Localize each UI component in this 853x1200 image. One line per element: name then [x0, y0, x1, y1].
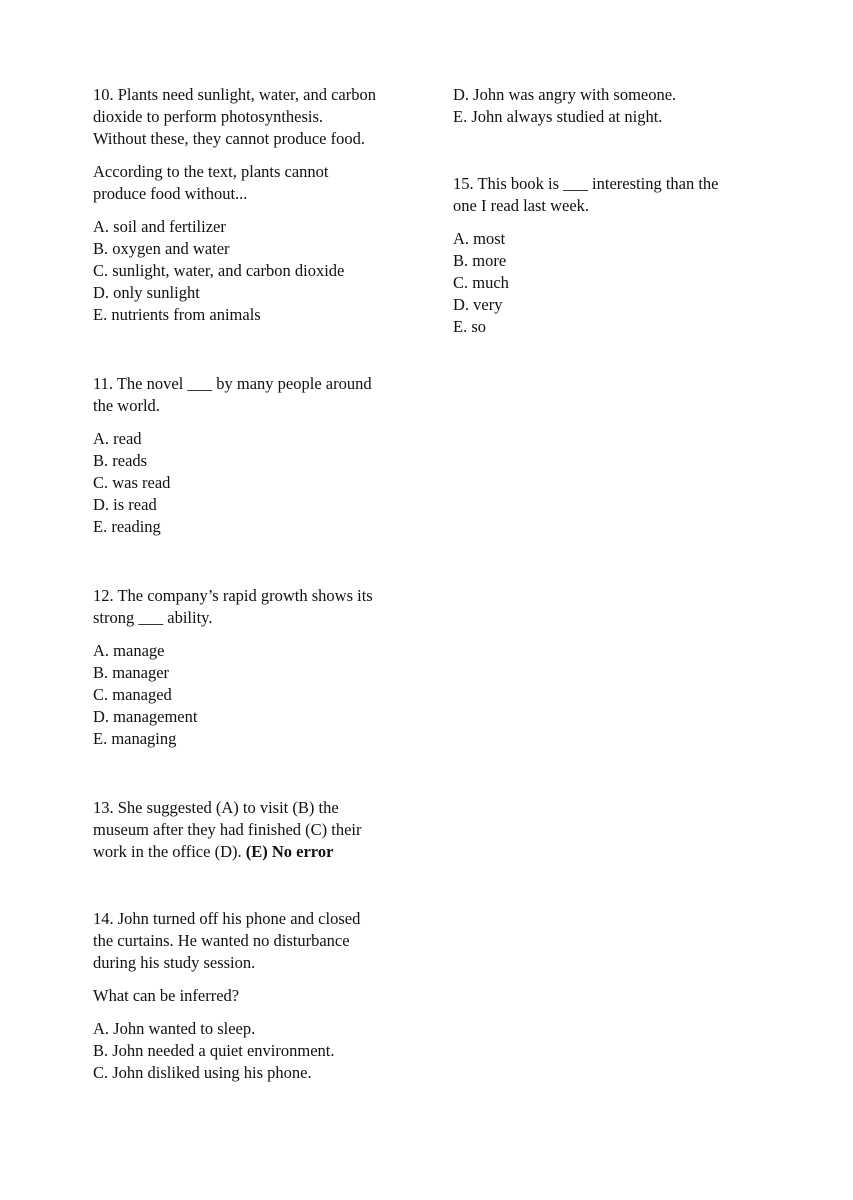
option-a: A. read — [93, 429, 142, 448]
option-d: D. John was angry with someone. — [453, 85, 677, 104]
question-10-line: 10. Plants need sunlight, water, and carbon — [93, 85, 376, 104]
option-d: D. management — [93, 707, 198, 726]
question-11 — [93, 373, 433, 538]
question-15-line: 15. This book is ___ interesting than the — [453, 174, 719, 193]
question-14-continued — [453, 84, 783, 128]
question-10-line: dioxide to perform photosynthesis. — [93, 107, 324, 126]
question-14-line: the curtains. He wanted no disturbance — [93, 931, 350, 950]
question-11-line: the world. — [93, 396, 160, 415]
question-13 — [93, 797, 433, 863]
question-10 — [93, 84, 433, 326]
option-c: C. much — [453, 273, 509, 292]
option-c: C. sunlight, water, and carbon dioxide — [93, 261, 345, 280]
option-c: C. managed — [93, 685, 172, 704]
question-13-no-error: (E) No error — [245, 842, 334, 861]
option-d: D. very — [453, 295, 503, 314]
question-14-line: during his study session. — [93, 953, 256, 972]
option-b: B. manager — [93, 663, 170, 682]
question-13-line — [93, 841, 433, 863]
question-14 — [93, 908, 433, 1084]
option-d: D. only sunlight — [93, 283, 200, 302]
option-b: B. oxygen and water — [93, 239, 230, 258]
option-a: A. soil and fertilizer — [93, 217, 226, 236]
question-15 — [453, 173, 783, 338]
question-13-line-text: work in the office (D). — [93, 842, 242, 861]
question-10-line: Without these, they cannot produce food. — [93, 129, 365, 148]
question-14-line: 14. John turned off his phone and closed — [93, 909, 361, 928]
question-12 — [93, 585, 433, 750]
option-e: E. managing — [93, 729, 177, 748]
question-10-prompt: According to the text, plants cannot — [93, 162, 329, 181]
question-10-prompt: produce food without... — [93, 184, 248, 203]
question-12-line: strong ___ ability. — [93, 608, 213, 627]
option-a: A. manage — [93, 641, 165, 660]
question-15-line: one I read last week. — [453, 196, 590, 215]
option-e: E. reading — [93, 517, 161, 536]
question-14-prompt: What can be inferred? — [93, 986, 240, 1005]
question-13-line: 13. She suggested (A) to visit (B) the — [93, 798, 339, 817]
option-a: A. John wanted to sleep. — [93, 1019, 256, 1038]
question-12-line: 12. The company’s rapid growth shows its — [93, 586, 373, 605]
option-c: C. was read — [93, 473, 171, 492]
option-b: B. John needed a quiet environment. — [93, 1041, 335, 1060]
question-13-line: museum after they had finished (C) their — [93, 820, 362, 839]
option-c: C. John disliked using his phone. — [93, 1063, 312, 1082]
option-e: E. John always studied at night. — [453, 107, 663, 126]
option-e: E. nutrients from animals — [93, 305, 261, 324]
option-b: B. more — [453, 251, 507, 270]
option-d: D. is read — [93, 495, 157, 514]
option-e: E. so — [453, 317, 486, 336]
question-11-line: 11. The novel ___ by many people around — [93, 374, 372, 393]
option-b: B. reads — [93, 451, 148, 470]
option-a: A. most — [453, 229, 506, 248]
